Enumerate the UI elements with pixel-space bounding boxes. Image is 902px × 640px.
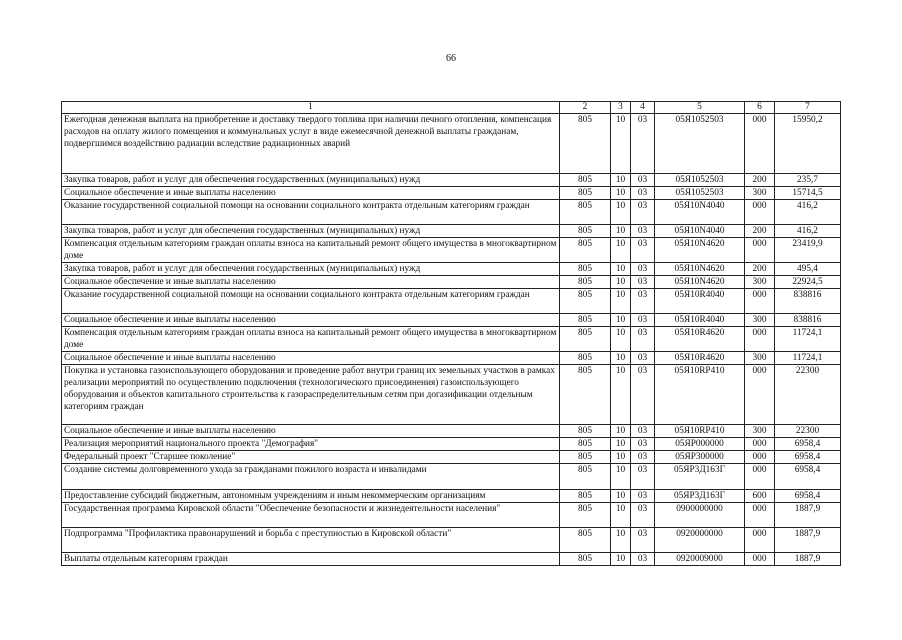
cell-col2: 805: [560, 314, 611, 327]
cell-col5: 05Я1052503: [655, 187, 745, 200]
cell-col3: 10: [611, 352, 631, 365]
column-header: 4: [631, 102, 655, 114]
column-header: 6: [745, 102, 775, 114]
cell-col6: 000: [745, 327, 775, 352]
cell-col6: 000: [745, 289, 775, 314]
table-row: [62, 438, 841, 451]
table-row: [62, 365, 841, 425]
cell-col4: 03: [631, 114, 655, 174]
cell-col3: 10: [611, 187, 631, 200]
cell-col6: 000: [745, 365, 775, 425]
table-row: [62, 289, 841, 314]
cell-col2: 805: [560, 238, 611, 263]
table-row: [62, 327, 841, 352]
row-name: Социальное обеспечение и иные выплаты населению: [62, 276, 560, 289]
cell-col6: 200: [745, 225, 775, 238]
cell-col6: 200: [745, 174, 775, 187]
table-row: [62, 225, 841, 238]
cell-col7: 1887,9: [775, 553, 841, 566]
table-body: [62, 114, 841, 566]
table-row: [62, 451, 841, 464]
cell-col5: 05Я10N4620: [655, 263, 745, 276]
cell-col5: 05Я10R4040: [655, 289, 745, 314]
cell-col2: 805: [560, 263, 611, 276]
row-name: Компенсация отдельным категориям граждан оплаты взноса на капитальный ремонт общего имущества в многоквартирном доме: [62, 238, 560, 263]
row-name: Предоставление субсидий бюджетным, автономным учреждениям и иным некоммерческим организациям: [62, 490, 560, 503]
table-row: [62, 187, 841, 200]
cell-col5: 05Я1052503: [655, 174, 745, 187]
cell-col2: 805: [560, 528, 611, 553]
table-row: [62, 314, 841, 327]
cell-col5: 05Я10R4040: [655, 314, 745, 327]
cell-col7: 22300: [775, 365, 841, 425]
cell-col5: 05ЯP000000: [655, 438, 745, 451]
cell-col4: 03: [631, 425, 655, 438]
column-header: 5: [655, 102, 745, 114]
cell-col3: 10: [611, 490, 631, 503]
row-name: Федеральный проект "Старшее поколение": [62, 451, 560, 464]
cell-col2: 805: [560, 352, 611, 365]
cell-col3: 10: [611, 503, 631, 528]
cell-col2: 805: [560, 503, 611, 528]
cell-col7: 416,2: [775, 225, 841, 238]
cell-col7: 15950,2: [775, 114, 841, 174]
table-row: [62, 238, 841, 263]
table-row: [62, 200, 841, 225]
cell-col5: 05Я1052503: [655, 114, 745, 174]
cell-col6: 000: [745, 114, 775, 174]
cell-col4: 03: [631, 438, 655, 451]
cell-col5: 05Я10N4040: [655, 200, 745, 225]
cell-col7: 416,2: [775, 200, 841, 225]
cell-col5: 05ЯP3Д163Г: [655, 490, 745, 503]
row-name: Создание системы долговременного ухода за гражданами пожилого возраста и инвалидами: [62, 464, 560, 490]
cell-col3: 10: [611, 464, 631, 490]
cell-col2: 805: [560, 451, 611, 464]
cell-col7: 23419,9: [775, 238, 841, 263]
cell-col5: 0900000000: [655, 503, 745, 528]
table-row: [62, 464, 841, 490]
cell-col6: 000: [745, 528, 775, 553]
row-name: Подпрограмма "Профилактика правонарушений и борьба с преступностью в Кировской области": [62, 528, 560, 553]
cell-col5: 0920009000: [655, 553, 745, 566]
cell-col4: 03: [631, 263, 655, 276]
cell-col4: 03: [631, 503, 655, 528]
cell-col5: 05Я10N4620: [655, 276, 745, 289]
cell-col6: 000: [745, 451, 775, 464]
row-name: Социальное обеспечение и иные выплаты населению: [62, 425, 560, 438]
budget-table: [61, 101, 841, 566]
cell-col2: 805: [560, 225, 611, 238]
cell-col4: 03: [631, 314, 655, 327]
cell-col3: 10: [611, 289, 631, 314]
column-header: 7: [775, 102, 841, 114]
cell-col3: 10: [611, 200, 631, 225]
cell-col3: 10: [611, 327, 631, 352]
cell-col7: 838816: [775, 314, 841, 327]
row-name: Реализация мероприятий национального проекта "Демография": [62, 438, 560, 451]
cell-col5: 05ЯP3Д163Г: [655, 464, 745, 490]
row-name: Ежегодная денежная выплата на приобретение и доставку твердого топлива при наличии печного отопления, компенсация расходов на оплату жилого помещения и коммунальных услуг в виде ежемесячной денежной выплаты гражданам, подвергшимся воздействию радиации вследствие радиационных аварий: [62, 114, 560, 174]
row-name: Социальное обеспечение и иные выплаты населению: [62, 187, 560, 200]
cell-col6: 300: [745, 352, 775, 365]
cell-col6: 300: [745, 187, 775, 200]
cell-col7: 15714,5: [775, 187, 841, 200]
cell-col3: 10: [611, 365, 631, 425]
cell-col6: 600: [745, 490, 775, 503]
cell-col6: 300: [745, 276, 775, 289]
cell-col5: 05Я10RP410: [655, 425, 745, 438]
cell-col7: 495,4: [775, 263, 841, 276]
cell-col2: 805: [560, 327, 611, 352]
table-row: [62, 352, 841, 365]
cell-col4: 03: [631, 200, 655, 225]
table-row: [62, 528, 841, 553]
cell-col6: 000: [745, 238, 775, 263]
table-row: [62, 425, 841, 438]
cell-col3: 10: [611, 276, 631, 289]
cell-col2: 805: [560, 187, 611, 200]
column-header: 2: [560, 102, 611, 114]
cell-col6: 000: [745, 553, 775, 566]
cell-col4: 03: [631, 464, 655, 490]
cell-col6: 000: [745, 464, 775, 490]
column-header: 1: [62, 102, 560, 114]
cell-col5: 05Я10R4620: [655, 352, 745, 365]
page-number: 66: [446, 53, 456, 64]
cell-col4: 03: [631, 553, 655, 566]
cell-col3: 10: [611, 114, 631, 174]
row-name: Закупка товаров, работ и услуг для обеспечения государственных (муниципальных) нужд: [62, 263, 560, 276]
cell-col4: 03: [631, 528, 655, 553]
cell-col2: 805: [560, 553, 611, 566]
cell-col7: 6958,4: [775, 490, 841, 503]
cell-col7: 22300: [775, 425, 841, 438]
cell-col3: 10: [611, 238, 631, 263]
cell-col3: 10: [611, 225, 631, 238]
cell-col6: 000: [745, 438, 775, 451]
cell-col7: 1887,9: [775, 503, 841, 528]
cell-col7: 1887,9: [775, 528, 841, 553]
cell-col4: 03: [631, 225, 655, 238]
cell-col5: 05Я10N4040: [655, 225, 745, 238]
cell-col6: 000: [745, 200, 775, 225]
table-row: [62, 490, 841, 503]
cell-col7: 235,7: [775, 174, 841, 187]
row-name: Оказание государственной социальной помощи на основании социального контракта отдельным категориям граждан: [62, 200, 560, 225]
cell-col7: 6958,4: [775, 438, 841, 451]
cell-col6: 300: [745, 314, 775, 327]
cell-col2: 805: [560, 425, 611, 438]
row-name: Оказание государственной социальной помощи на основании социального контракта отдельным категориям граждан: [62, 289, 560, 314]
table-row: [62, 276, 841, 289]
cell-col4: 03: [631, 238, 655, 263]
cell-col5: 05Я10N4620: [655, 238, 745, 263]
cell-col7: 6958,4: [775, 464, 841, 490]
cell-col2: 805: [560, 289, 611, 314]
cell-col7: 838816: [775, 289, 841, 314]
cell-col5: 05Я10RP410: [655, 365, 745, 425]
cell-col7: 11724,1: [775, 352, 841, 365]
row-name: Закупка товаров, работ и услуг для обеспечения государственных (муниципальных) нужд: [62, 225, 560, 238]
row-name: Социальное обеспечение и иные выплаты населению: [62, 314, 560, 327]
cell-col2: 805: [560, 174, 611, 187]
table-row: [62, 114, 841, 174]
cell-col3: 10: [611, 553, 631, 566]
cell-col5: 05ЯP300000: [655, 451, 745, 464]
cell-col3: 10: [611, 263, 631, 276]
cell-col4: 03: [631, 289, 655, 314]
table-row: [62, 174, 841, 187]
cell-col2: 805: [560, 464, 611, 490]
cell-col7: 6958,4: [775, 451, 841, 464]
cell-col6: 000: [745, 503, 775, 528]
cell-col4: 03: [631, 327, 655, 352]
cell-col4: 03: [631, 174, 655, 187]
cell-col2: 805: [560, 438, 611, 451]
cell-col4: 03: [631, 187, 655, 200]
cell-col7: 11724,1: [775, 327, 841, 352]
cell-col2: 805: [560, 200, 611, 225]
cell-col6: 300: [745, 425, 775, 438]
cell-col3: 10: [611, 451, 631, 464]
cell-col5: 0920000000: [655, 528, 745, 553]
cell-col2: 805: [560, 114, 611, 174]
row-name: Компенсация отдельным категориям граждан оплаты взноса на капитальный ремонт общего имущества в многоквартирном доме: [62, 327, 560, 352]
cell-col4: 03: [631, 490, 655, 503]
cell-col3: 10: [611, 314, 631, 327]
cell-col2: 805: [560, 365, 611, 425]
cell-col3: 10: [611, 425, 631, 438]
cell-col4: 03: [631, 451, 655, 464]
table-header-row: [62, 102, 841, 114]
row-name: Государственная программа Кировской области "Обеспечение безопасности и жизнедеятельности населения": [62, 503, 560, 528]
table-row: [62, 553, 841, 566]
row-name: Социальное обеспечение и иные выплаты населению: [62, 352, 560, 365]
cell-col2: 805: [560, 490, 611, 503]
cell-col3: 10: [611, 438, 631, 451]
table-row: [62, 263, 841, 276]
row-name: Выплаты отдельным категориям граждан: [62, 553, 560, 566]
row-name: Закупка товаров, работ и услуг для обеспечения государственных (муниципальных) нужд: [62, 174, 560, 187]
row-name: Покупка и установка газоиспользующего оборудования и проведение работ внутри границ их земельных участков в рамках реализации мероприятий по осуществлению подключения (технологического присоединения) газоиспользующего оборудования и объектов капитального строительства к газораспределительным сетям при догазификации отдельным категориям граждан: [62, 365, 560, 425]
cell-col7: 22924,5: [775, 276, 841, 289]
table-row: [62, 503, 841, 528]
column-header: 3: [611, 102, 631, 114]
cell-col2: 805: [560, 276, 611, 289]
cell-col4: 03: [631, 365, 655, 425]
cell-col5: 05Я10R4620: [655, 327, 745, 352]
cell-col6: 200: [745, 263, 775, 276]
cell-col3: 10: [611, 528, 631, 553]
cell-col3: 10: [611, 174, 631, 187]
cell-col4: 03: [631, 276, 655, 289]
cell-col4: 03: [631, 352, 655, 365]
